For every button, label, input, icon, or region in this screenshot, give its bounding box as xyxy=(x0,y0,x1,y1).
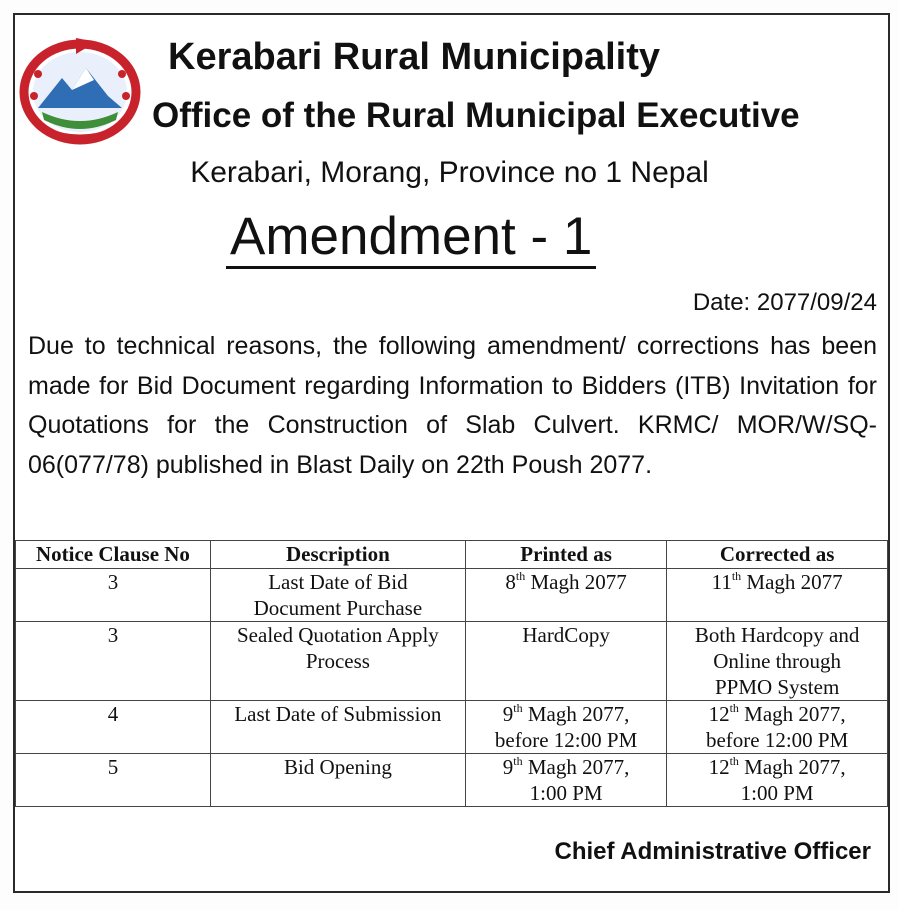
ordinal-suffix: th xyxy=(513,701,523,715)
description-cell xyxy=(210,569,465,622)
description-cell xyxy=(210,622,465,701)
day-number: 9 xyxy=(502,755,514,779)
date-text: Both Hardcopy and xyxy=(694,623,860,647)
printed-cell xyxy=(465,754,666,807)
clause-cell: 3 xyxy=(16,569,211,622)
corrected-line xyxy=(671,754,883,780)
table-row xyxy=(16,569,888,622)
header-corrected: Corrected as xyxy=(667,541,888,569)
description-line: Bid Opening xyxy=(283,755,392,779)
date-text: Magh 2077, xyxy=(522,702,630,726)
notice-title: Amendment - 1 xyxy=(226,208,596,269)
clause-cell: 5 xyxy=(16,754,211,807)
table-header-row xyxy=(16,541,888,569)
corrected-cell xyxy=(667,622,888,701)
printed-cell xyxy=(465,622,666,701)
description-line: Last Date of Bid xyxy=(268,570,408,594)
nepal-emblem-icon xyxy=(16,34,144,146)
date-text: Magh 2077 xyxy=(741,570,843,594)
description-line: Sealed Quotation Apply xyxy=(237,623,439,647)
corrected-line xyxy=(671,701,883,727)
corrected-line xyxy=(671,569,883,595)
date-text: 1:00 PM xyxy=(529,781,603,805)
description-cell xyxy=(210,754,465,807)
notice-date: Date: 2077/09/24 xyxy=(692,289,877,316)
ordinal-suffix: th xyxy=(729,701,739,715)
ordinal-suffix: th xyxy=(515,569,526,583)
date-text: Magh 2077, xyxy=(738,755,846,779)
date-text: PPMO System xyxy=(714,675,840,699)
clause-cell: 3 xyxy=(16,622,211,701)
corrected-cell xyxy=(667,754,888,807)
date-text: Magh 2077, xyxy=(738,702,846,726)
org-name: Kerabari Rural Municipality xyxy=(168,36,661,78)
printed-line xyxy=(470,569,662,595)
corrected-line xyxy=(671,780,883,806)
description-line: Last Date of Submission xyxy=(234,702,442,726)
clause-cell: 4 xyxy=(16,701,211,754)
printed-cell xyxy=(465,569,666,622)
printed-line xyxy=(470,727,662,753)
notice-body: Due to technical reasons, the following amendment/ corrections has been made for Bid Document regarding Information to Bidders (ITB) Invitation for Quotations for the Construction of Slab Culvert. KRMC/ MOR/W/SQ-06(077/78) published in Blast Daily on 22th Poush 2077. xyxy=(28,332,877,479)
date-text: Online through xyxy=(713,649,841,673)
corrected-cell xyxy=(667,569,888,622)
description-line: Process xyxy=(305,649,370,673)
printed-line xyxy=(470,754,662,780)
corrected-line xyxy=(671,648,883,674)
amendment-table xyxy=(15,540,888,807)
ordinal-suffix: th xyxy=(731,569,742,583)
day-number: 9 xyxy=(502,702,514,726)
header-description: Description xyxy=(210,541,465,569)
day-number: 8 xyxy=(505,570,516,594)
date-text: before 12:00 PM xyxy=(705,728,849,752)
date-text: HardCopy xyxy=(522,623,610,647)
date-text: Magh 2077, xyxy=(522,755,630,779)
header-clause: Notice Clause No xyxy=(16,541,211,569)
signature-title: Chief Administrative Officer xyxy=(554,838,871,865)
corrected-line xyxy=(671,622,883,648)
date-text: Magh 2077 xyxy=(525,570,627,594)
day-number: 12 xyxy=(708,755,730,779)
ordinal-suffix: th xyxy=(729,754,739,768)
office-address: Kerabari, Morang, Province no 1 Nepal xyxy=(190,156,709,189)
printed-line xyxy=(470,780,662,806)
office-name: Office of the Rural Municipal Executive xyxy=(152,96,800,135)
corrected-cell xyxy=(667,701,888,754)
header-printed: Printed as xyxy=(465,541,666,569)
table-row xyxy=(16,754,888,807)
description-cell xyxy=(210,701,465,754)
date-text: 1:00 PM xyxy=(740,781,814,805)
corrected-line xyxy=(671,727,883,753)
printed-line xyxy=(470,622,662,648)
day-number: 12 xyxy=(708,702,730,726)
table-row xyxy=(16,701,888,754)
date-text: before 12:00 PM xyxy=(494,728,638,752)
ordinal-suffix: th xyxy=(513,754,523,768)
corrected-line xyxy=(671,674,883,700)
printed-line xyxy=(470,701,662,727)
description-line: Document Purchase xyxy=(253,596,423,620)
day-number: 11 xyxy=(711,570,732,594)
table-row xyxy=(16,622,888,701)
printed-cell xyxy=(465,701,666,754)
